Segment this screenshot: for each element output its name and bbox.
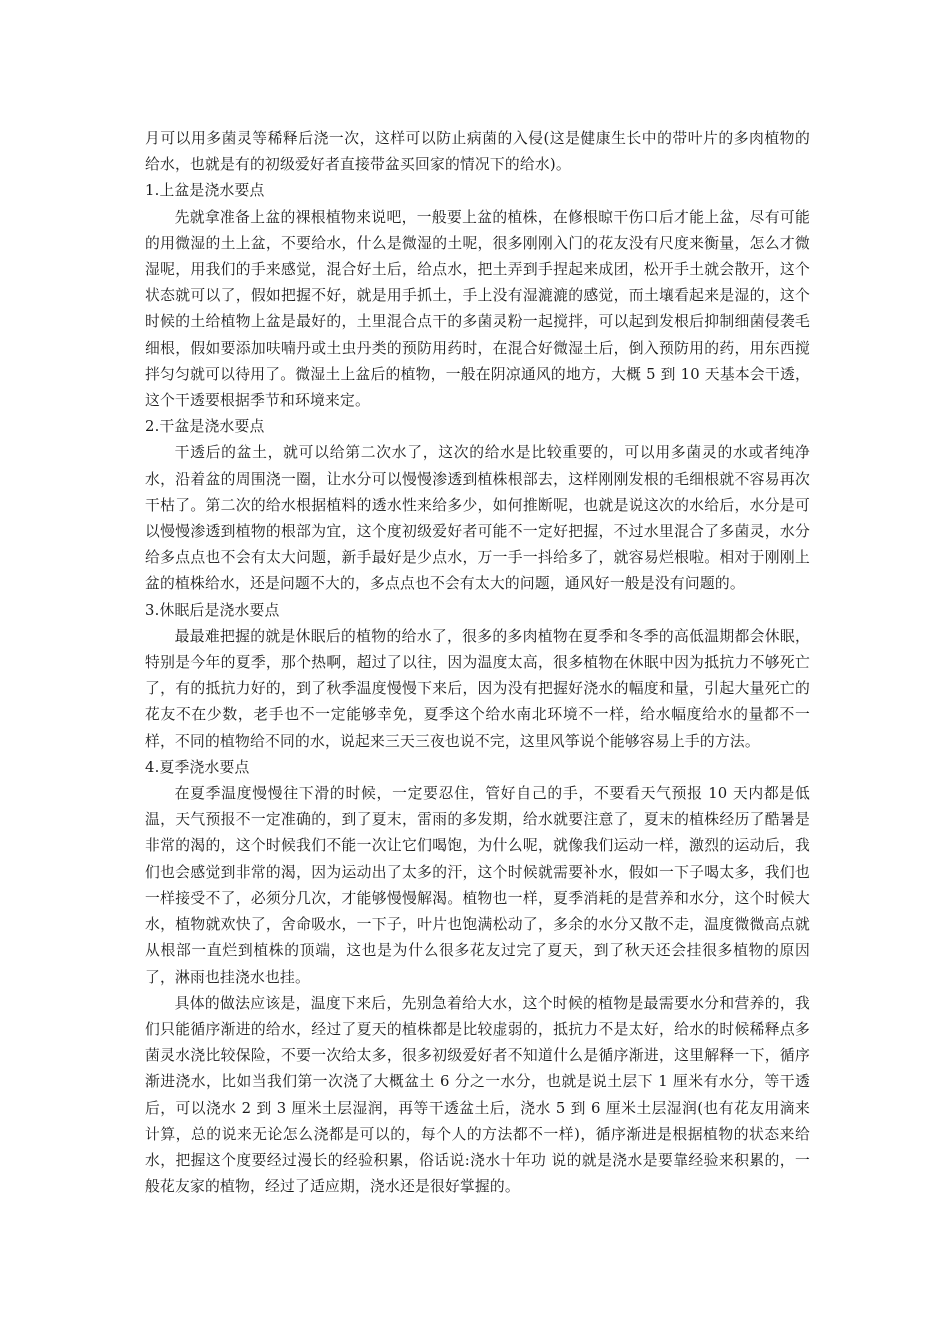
paragraph-method: 具体的做法应该是，温度下来后，先别急着给大水，这个时候的植物是最需要水分和营养的，我们只能循序渐进的给水，经过了夏天的植株都是比较虚弱的，抵抗力不是太好，给水的时候稀释点多菌灵水浇比较保险，不要一次给太多，很多初级爱好者不知道什么是循序渐进，这里解释一下，循序渐进浇水，比如当我们第一次浇了大概盆土 6 分之一水分，也就是说土层下 1 厘米有水分，等干透后，可以浇水 2 到 3 厘米土层湿润，再等干透盆土后，浇水 5 到 6 厘米土层湿润(也有花友用滴来计算，总的说来无论怎么浇都是可以的，每个人的方法都不一样)，循序渐进是根据植物的状态来给水，把握这个度要经过漫长的经验积累，俗话说:浇水十年功 说的就是浇水是要靠经验来积累的，一般花友家的植物，经过了适应期，浇水还是很好掌握的。 [145,994,810,1196]
section-heading-summer: 4.夏季浇水要点 [145,758,250,776]
section-heading-dry-pot: 2.干盆是浇水要点 [145,418,265,436]
paragraph-potting: 先就拿准备上盆的裸根植物来说吧，一般要上盆的植株，在修根晾干伤口后才能上盆，尽有可能的用微湿的土上盆，不要给水，什么是微湿的土呢，很多刚刚入门的花友没有尺度来衡量，怎么才微湿呢，用我们的手来感觉，混合好土后，给点水，把土弄到手捏起来成团，松开手土就会散开，这个状态就可以了，假如把握不好，就是用手抓土，手上没有湿漉漉的感觉，而土壤看起来是湿的，这个时候的土给植物上盆是最好的，土里混合点干的多菌灵粉一起搅拌，可以起到发根后抑制细菌侵袭毛细根，假如要添加呋喃丹或土虫丹类的预防用药时，在混合好微湿土后，倒入预防用的药，用东西搅拌匀匀就可以待用了。微湿土上盆后的植物，一般在阴凉通风的地方，大概 5 到 10 天基本会干透，这个干透要根据季节和环境来定。 [145,208,810,410]
section-heading-dormancy: 3.休眠后是浇水要点 [145,601,280,619]
paragraph-dry-pot: 干透后的盆土，就可以给第二次水了，这次的给水是比较重要的，可以用多菌灵的水或者纯净水，沿着盆的周围浇一圈，让水分可以慢慢渗透到植株根部去，这样刚刚发根的毛细根就不容易再次干枯了。第二次的给水根据植料的透水性来给多少，如何推断呢，也就是说这次的水给后，水分是可以慢慢渗透到植物的根部为宜，这个度初级爱好者可能不一定好把握，不过水里混合了多菌灵，水分给多点点也不会有太大问题，新手最好是少点水，万一手一抖给多了，就容易烂根啦。相对于刚刚上盆的植株给水，还是问题不大的，多点点也不会有太大的问题，通风好一般是没有问题的。 [145,444,810,593]
paragraph-dormancy: 最最难把握的就是休眠后的植物的给水了，很多的多肉植物在夏季和冬季的高低温期都会休眠，特别是今年的夏季，那个热啊，超过了以往，因为温度太高，很多植物在休眠中因为抵抗力不够死亡了，有的抵抗力好的，到了秋季温度慢慢下来后，因为没有把握好浇水的幅度和量，引起大量死亡的花友不在少数，老手也不一定能够幸免，夏季这个给水南北环境不一样，给水幅度给水的量都不一样，不同的植物给不同的水，说起来三天三夜也说不完，这里风筝说个能够容易上手的方法。 [145,627,810,750]
document-page [145,126,810,1200]
section-heading-potting: 1.上盆是浇水要点 [145,182,265,200]
paragraph-intro: 月可以用多菌灵等稀释后浇一次，这样可以防止病菌的入侵(这是健康生长中的带叶片的多肉植物的给水，也就是有的初级爱好者直接带盆买回家的情况下的给水)。 [145,130,810,174]
paragraph-summer: 在夏季温度慢慢往下滑的时候，一定要忍住，管好自己的手，不要看天气预报 10 天内都是低温，天气预报不一定准确的，到了夏末，雷雨的多发期，给水就要注意了，夏末的植株经历了酷暑是非常的渴的，这个时候我们不能一次让它们喝饱，为什么呢，就像我们运动一样，激烈的运动后，我们也会感觉到非常的渴，因为运动出了太多的汗，这个时候就需要补水，假如一下子喝太多，我们也一样接受不了，必须分几次，才能够慢慢解渴。植物也一样，夏季消耗的是营养和水分，这个时候大水，植物就欢快了，舍命吸水，一下子，叶片也饱满松动了，多余的水分又散不走，温度微微高点就从根部一直烂到植株的顶端，这也是为什么很多花友过完了夏天，到了秋天还会挂很多植物的原因了，淋雨也挂浇水也挂。 [145,785,810,986]
